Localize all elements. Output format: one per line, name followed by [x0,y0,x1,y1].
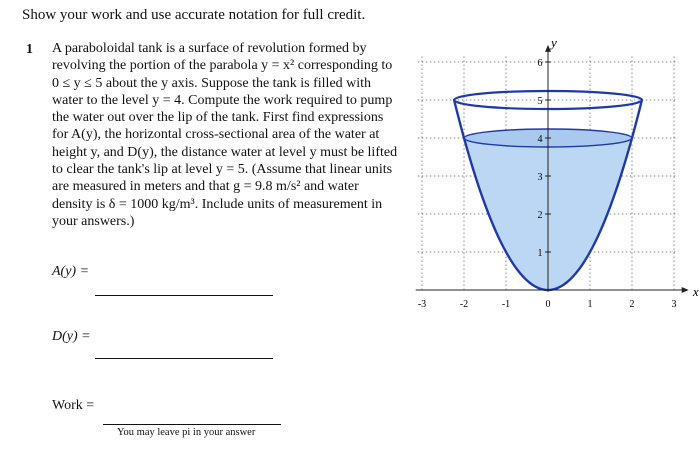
y-tick-label: 2 [537,210,543,221]
x-tick-label: 0 [545,299,551,310]
x-tick-label: -2 [459,299,469,310]
area-answer-line[interactable] [95,295,273,296]
paraboloid-tank-diagram [417,30,700,320]
x-tick-label: 2 [629,299,635,310]
y-tick-label: 5 [537,96,543,107]
problem-line: A paraboloidal tank is a surface of revolution formed by [52,41,367,56]
x-axis-arrow-icon [682,287,689,293]
problem-line: 0 ≤ y ≤ 5 about the y axis. Suppose the tank is filled with [52,75,372,91]
x-tick-label: -3 [417,299,427,310]
problem-line: for A(y), the horizontal cross-sectional area of the water at [52,127,380,143]
x-tick-label: 1 [587,299,593,310]
y-tick-label: 1 [537,248,543,259]
distance-label: D(y) = [52,329,91,344]
problem-line: the water out over the lip of the tank. First find expressions [52,110,384,126]
answer-note: You may leave pi in your answer [117,427,256,438]
x-tick-label: 3 [671,299,677,310]
work-label: Work = [52,398,95,413]
y-axis-label: y [551,34,557,50]
problem-statement [52,40,424,230]
problem-line: height y, and D(y), the distance water at level y must be lifted [52,144,398,160]
problem-line: density is δ = 1000 kg/m³. Include units of measurement in [52,196,383,212]
y-tick-label: 6 [537,58,543,69]
instructions-header: Show your work and use accurate notation for full credit. [22,7,366,23]
problem-line: revolving the portion of the parabola y = x² corresponding to [52,58,393,74]
distance-answer-line[interactable] [95,358,273,359]
x-tick-label: -1 [501,299,511,310]
y-tick-label: 4 [537,134,543,145]
x-axis-label: x [692,284,699,299]
question-number: 1 [26,42,33,57]
area-label: A(y) = [52,264,90,279]
problem-line: water to the level y = 4. Compute the work required to pump [52,92,393,108]
problem-line: are measured in meters and that g = 9.8 m/s² and water [52,179,359,195]
y-tick-label: 3 [537,172,543,183]
problem-line: your answers.) [52,213,135,229]
problem-line: to clear the tank's lip at level y = 5. (Assume that linear units [52,162,393,178]
work-answer-line[interactable] [103,424,281,425]
